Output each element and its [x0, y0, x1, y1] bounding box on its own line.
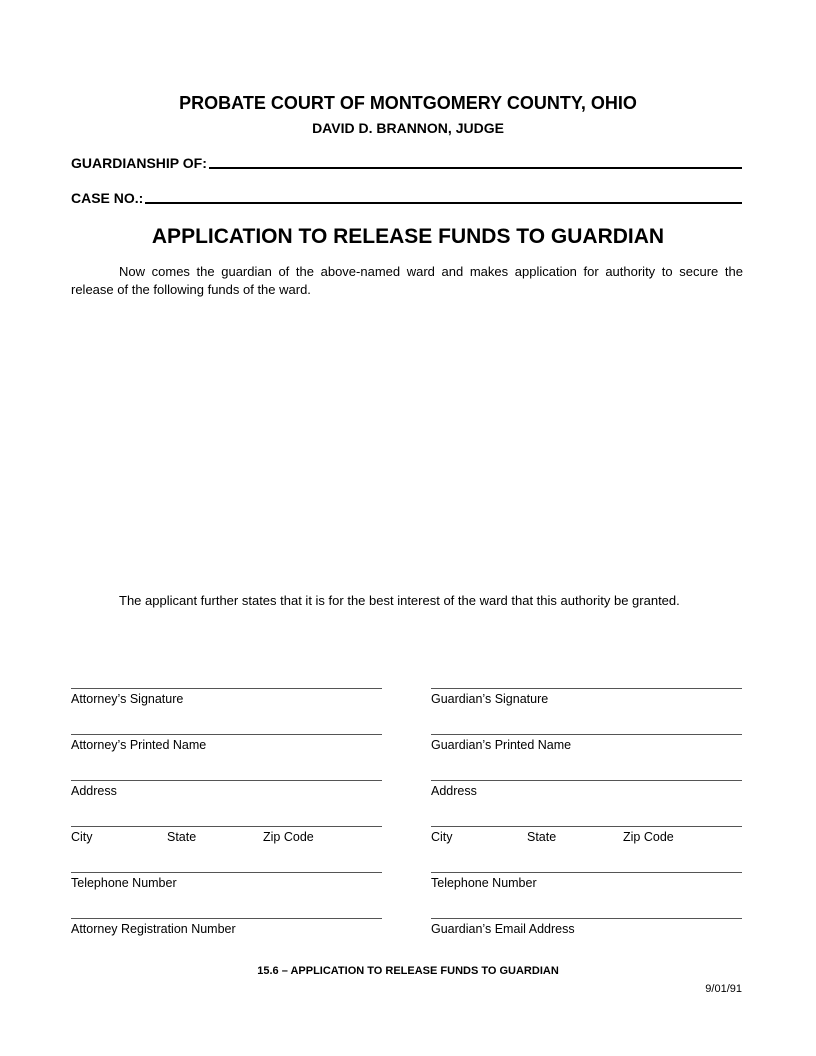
intro-paragraph: Now comes the guardian of the above-named ward and makes application for authority to secure the release of the following funds of the ward.	[71, 264, 743, 297]
guardian-printed-name-label: Guardian’s Printed Name	[431, 738, 572, 752]
guardian-signature-label: Guardian’s Signature	[431, 692, 549, 706]
form-revision-date: 9/01/91	[705, 983, 742, 995]
attorney-registration-block[interactable]	[71, 918, 382, 936]
attorney-registration-line[interactable]	[71, 918, 382, 919]
attorney-address-block[interactable]	[71, 780, 382, 798]
attorney-telephone-label: Telephone Number	[71, 876, 177, 890]
guardian-address-line[interactable]	[431, 780, 742, 781]
guardian-telephone-label: Telephone Number	[431, 876, 537, 890]
guardian-telephone-block[interactable]	[431, 872, 742, 890]
attorney-state-label: State	[167, 830, 197, 844]
guardian-printed-name-block[interactable]	[431, 734, 742, 752]
case-no-input[interactable]	[145, 202, 742, 204]
attorney-signature-label: Attorney’s Signature	[71, 692, 184, 706]
attorney-printed-name-label: Attorney’s Printed Name	[71, 738, 207, 752]
case-no-field	[71, 190, 742, 206]
guardian-city-state-zip-block[interactable]	[431, 826, 742, 844]
guardian-email-line[interactable]	[431, 918, 742, 919]
guardian-telephone-line[interactable]	[431, 872, 742, 873]
attorney-registration-label: Attorney Registration Number	[71, 922, 236, 936]
attorney-city-state-zip-line[interactable]	[71, 826, 382, 827]
guardianship-field	[71, 155, 742, 171]
guardian-signature-block[interactable]	[431, 688, 742, 706]
case-no-label: CASE NO.:	[71, 190, 144, 206]
guardian-email-label: Guardian’s Email Address	[431, 922, 575, 936]
attorney-city-state-zip-block[interactable]	[71, 826, 382, 844]
attorney-address-line[interactable]	[71, 780, 382, 781]
guardian-state-label: State	[527, 830, 557, 844]
guardian-city-label: City	[431, 830, 453, 844]
attorney-printed-name-block[interactable]	[71, 734, 382, 752]
closing-paragraph: The applicant further states that it is for the best interest of the ward that this authority be granted.	[119, 593, 680, 608]
guardian-signature-line[interactable]	[431, 688, 742, 689]
guardianship-input[interactable]	[209, 167, 742, 169]
guardianship-label: GUARDIANSHIP OF:	[71, 155, 207, 171]
attorney-zip-label: Zip Code	[263, 830, 314, 844]
attorney-address-label: Address	[71, 784, 117, 798]
court-name: PROBATE COURT OF MONTGOMERY COUNTY, OHIO	[179, 93, 637, 113]
guardian-zip-label: Zip Code	[623, 830, 674, 844]
guardian-email-block[interactable]	[431, 918, 742, 936]
form-footer-title: 15.6 – APPLICATION TO RELEASE FUNDS TO GUARDIAN	[257, 965, 559, 977]
judge-name: DAVID D. BRANNON, JUDGE	[312, 120, 504, 136]
document-title: APPLICATION TO RELEASE FUNDS TO GUARDIAN	[151, 225, 665, 248]
attorney-signature-line[interactable]	[71, 688, 382, 689]
attorney-signature-block[interactable]	[71, 688, 382, 706]
attorney-printed-name-line[interactable]	[71, 734, 382, 735]
attorney-telephone-line[interactable]	[71, 872, 382, 873]
guardian-city-state-zip-line[interactable]	[431, 826, 742, 827]
guardian-printed-name-line[interactable]	[431, 734, 742, 735]
guardian-address-block[interactable]	[431, 780, 742, 798]
attorney-city-label: City	[71, 830, 93, 844]
guardian-address-label: Address	[431, 784, 477, 798]
attorney-telephone-block[interactable]	[71, 872, 382, 890]
